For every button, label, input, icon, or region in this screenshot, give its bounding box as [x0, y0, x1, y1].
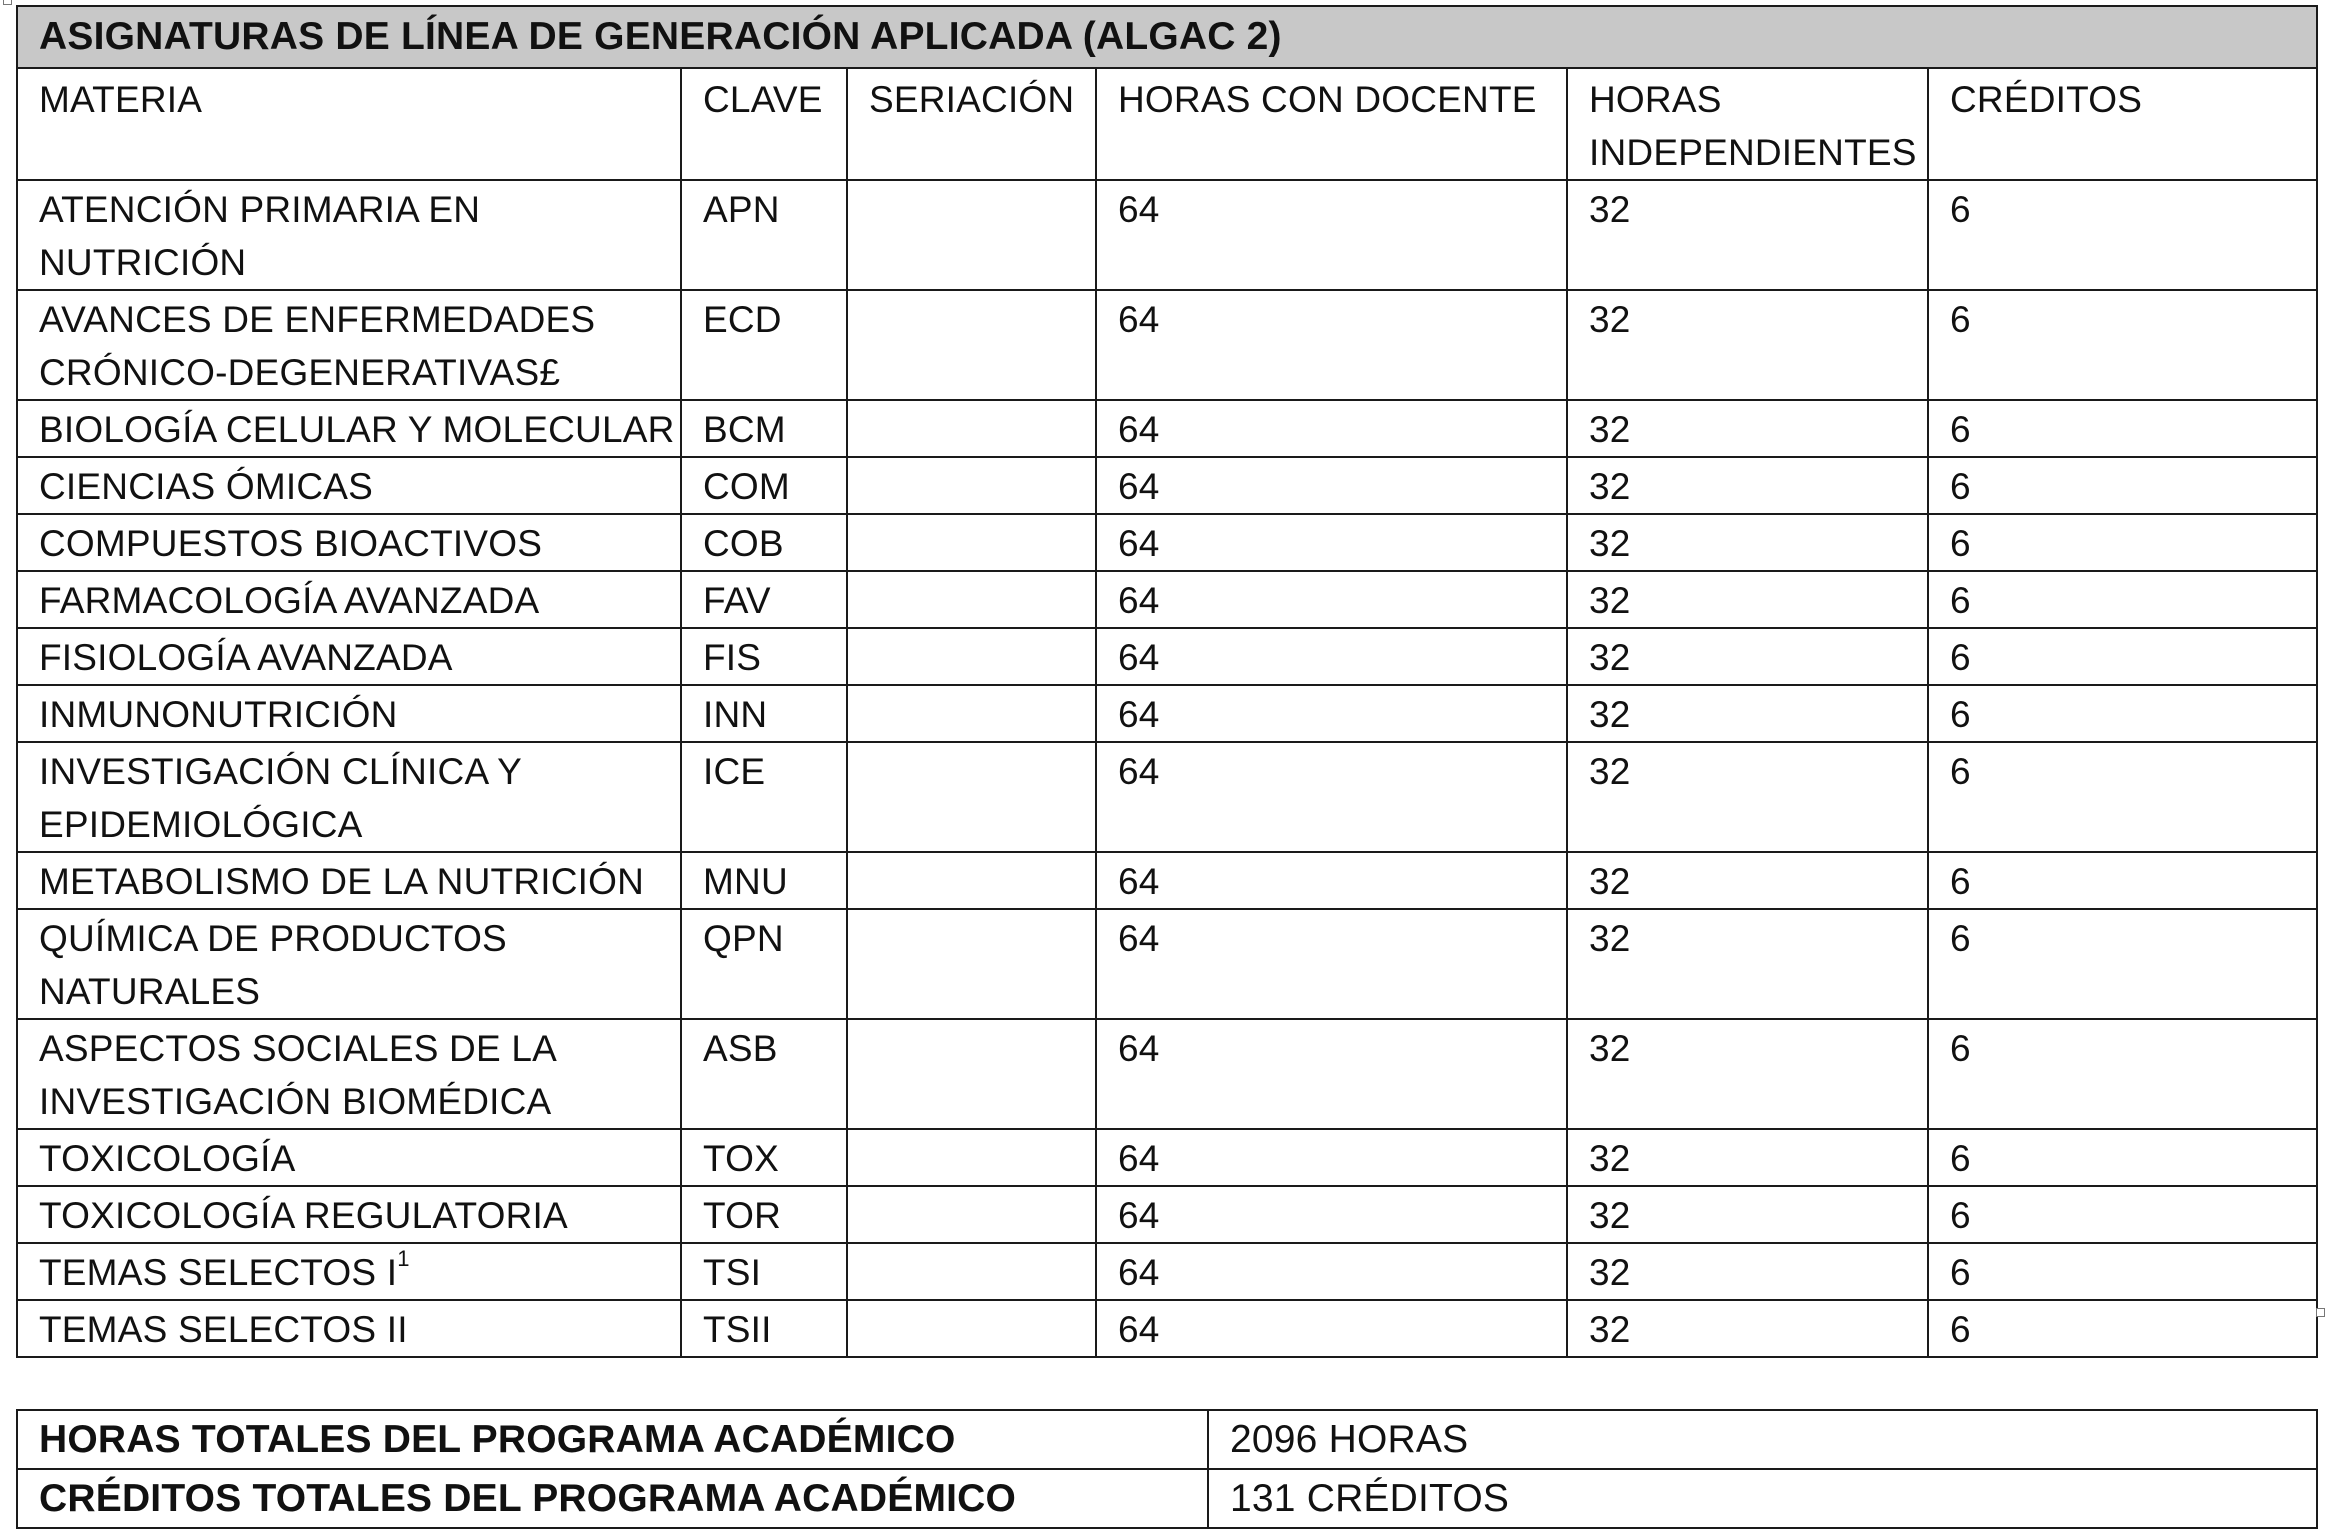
- table-row: [17, 457, 2317, 514]
- cell-creditos-text: 6: [1950, 409, 1971, 450]
- cell-seriacion: [847, 852, 1096, 909]
- cell-horas-docente-text: 64: [1118, 299, 1160, 340]
- cell-seriacion: [847, 628, 1096, 685]
- cell-materia-text: QUÍMICA DE PRODUCTOS NATURALES: [39, 918, 507, 1012]
- cell-seriacion: [847, 1186, 1096, 1243]
- cell-clave-text: FAV: [703, 580, 771, 621]
- cell-materia: [17, 457, 681, 514]
- cell-seriacion: [847, 909, 1096, 1019]
- cell-creditos-text: 6: [1950, 918, 1971, 959]
- cell-materia-text: TEMAS SELECTOS I: [39, 1252, 398, 1293]
- header-clave: CLAVE: [681, 68, 847, 180]
- total-label: HORAS TOTALES DEL PROGRAMA ACADÉMICO: [17, 1410, 1208, 1469]
- cell-creditos-text: 6: [1950, 189, 1971, 230]
- cell-materia-text: ATENCIÓN PRIMARIA EN NUTRICIÓN: [39, 189, 481, 283]
- header-row: [17, 68, 2317, 180]
- cell-horas-docente-text: 64: [1118, 637, 1160, 678]
- cell-creditos: [1928, 180, 2317, 290]
- cell-clave: [681, 1129, 847, 1186]
- cell-seriacion: [847, 571, 1096, 628]
- cell-horas-independientes: [1567, 290, 1928, 400]
- cell-seriacion: [847, 400, 1096, 457]
- table-title: ASIGNATURAS DE LÍNEA DE GENERACIÓN APLICADA (ALGAC 2): [17, 6, 2317, 68]
- cell-horas-independientes: [1567, 742, 1928, 852]
- cell-creditos: [1928, 400, 2317, 457]
- cell-creditos: [1928, 742, 2317, 852]
- table-row: [17, 571, 2317, 628]
- cell-creditos: [1928, 571, 2317, 628]
- cell-horas-docente: [1096, 571, 1567, 628]
- cell-clave: [681, 180, 847, 290]
- cell-creditos-text: 6: [1950, 299, 1971, 340]
- cell-horas-docente-text: 64: [1118, 1252, 1160, 1293]
- cell-horas-docente-text: 64: [1118, 751, 1160, 792]
- cell-horas-independientes-text: 32: [1589, 1138, 1631, 1179]
- cell-horas-independientes-text: 32: [1589, 751, 1631, 792]
- cell-seriacion: [847, 290, 1096, 400]
- cell-clave-text: MNU: [703, 861, 788, 902]
- cell-creditos: [1928, 1186, 2317, 1243]
- totals-table: [16, 1409, 2318, 1529]
- cell-horas-independientes: [1567, 1243, 1928, 1300]
- cell-materia: [17, 1019, 681, 1129]
- cell-clave-text: ICE: [703, 751, 766, 792]
- cell-materia-text: INVESTIGACIÓN CLÍNICA Y EPIDEMIOLÓGICA: [39, 751, 522, 845]
- cell-materia-text: COMPUESTOS BIOACTIVOS: [39, 523, 543, 564]
- cell-creditos: [1928, 909, 2317, 1019]
- cell-seriacion: [847, 1243, 1096, 1300]
- cell-creditos-text: 6: [1950, 1028, 1971, 1069]
- table-row: [17, 628, 2317, 685]
- cell-materia-text: INMUNONUTRICIÓN: [39, 694, 398, 735]
- totals-row: [17, 1469, 2317, 1528]
- cell-horas-independientes-text: 32: [1589, 580, 1631, 621]
- cell-horas-docente: [1096, 852, 1567, 909]
- cell-seriacion: [847, 180, 1096, 290]
- total-value: 2096 HORAS: [1208, 1410, 2317, 1469]
- cell-creditos: [1928, 457, 2317, 514]
- cell-clave: [681, 685, 847, 742]
- cell-horas-independientes: [1567, 628, 1928, 685]
- cell-clave: [681, 909, 847, 1019]
- cell-horas-docente-text: 64: [1118, 1195, 1160, 1236]
- cell-clave: [681, 742, 847, 852]
- cell-materia: [17, 1186, 681, 1243]
- table-row: [17, 742, 2317, 852]
- header-seriacion: SERIACIÓN: [847, 68, 1096, 180]
- cell-clave-text: COB: [703, 523, 784, 564]
- cell-horas-independientes-text: 32: [1589, 861, 1631, 902]
- cell-creditos: [1928, 685, 2317, 742]
- cell-horas-independientes-text: 32: [1589, 409, 1631, 450]
- header-horas-docente: HORAS CON DOCENTE: [1096, 68, 1567, 180]
- cell-horas-independientes: [1567, 1129, 1928, 1186]
- cell-clave-text: COM: [703, 466, 790, 507]
- cell-clave: [681, 852, 847, 909]
- cell-clave-text: TSII: [703, 1309, 772, 1350]
- cell-materia: [17, 1129, 681, 1186]
- cell-horas-docente: [1096, 742, 1567, 852]
- cell-materia: [17, 742, 681, 852]
- cell-materia-text: TEMAS SELECTOS II: [39, 1309, 408, 1350]
- table-row: [17, 1019, 2317, 1129]
- table-resize-handle[interactable]: [2316, 1308, 2325, 1317]
- table-row: [17, 852, 2317, 909]
- cell-horas-docente: [1096, 1129, 1567, 1186]
- cell-materia: [17, 1243, 681, 1300]
- cell-creditos-text: 6: [1950, 861, 1971, 902]
- cell-horas-docente: [1096, 1186, 1567, 1243]
- cell-clave: [681, 628, 847, 685]
- cell-horas-docente-text: 64: [1118, 918, 1160, 959]
- footnote-marker: 1: [397, 1245, 410, 1271]
- total-label: CRÉDITOS TOTALES DEL PROGRAMA ACADÉMICO: [17, 1469, 1208, 1528]
- cell-seriacion: [847, 457, 1096, 514]
- cell-clave: [681, 1300, 847, 1357]
- cell-horas-independientes: [1567, 514, 1928, 571]
- cell-materia-text: TOXICOLOGÍA REGULATORIA: [39, 1195, 568, 1236]
- cell-creditos-text: 6: [1950, 523, 1971, 564]
- table-row: [17, 1186, 2317, 1243]
- cell-horas-independientes: [1567, 909, 1928, 1019]
- cell-creditos-text: 6: [1950, 637, 1971, 678]
- cell-clave: [681, 457, 847, 514]
- cell-creditos-text: 6: [1950, 466, 1971, 507]
- cell-clave-text: INN: [703, 694, 768, 735]
- cell-seriacion: [847, 1019, 1096, 1129]
- cell-horas-docente-text: 64: [1118, 694, 1160, 735]
- cell-horas-docente-text: 64: [1118, 1309, 1160, 1350]
- cell-horas-independientes-text: 32: [1589, 694, 1631, 735]
- cell-materia-text: FISIOLOGÍA AVANZADA: [39, 637, 453, 678]
- header-materia: MATERIA: [17, 68, 681, 180]
- cell-materia-text: TOXICOLOGÍA: [39, 1138, 296, 1179]
- cell-clave: [681, 1243, 847, 1300]
- cell-horas-independientes-text: 32: [1589, 1252, 1631, 1293]
- cell-materia: [17, 628, 681, 685]
- cell-seriacion: [847, 514, 1096, 571]
- cell-horas-independientes-text: 32: [1589, 1028, 1631, 1069]
- cell-creditos: [1928, 1243, 2317, 1300]
- cell-materia-text: METABOLISMO DE LA NUTRICIÓN: [39, 861, 645, 902]
- cell-materia: [17, 685, 681, 742]
- cell-horas-independientes-text: 32: [1589, 1309, 1631, 1350]
- cell-creditos-text: 6: [1950, 1138, 1971, 1179]
- cell-horas-docente-text: 64: [1118, 1138, 1160, 1179]
- cell-materia: [17, 400, 681, 457]
- table-row: [17, 1300, 2317, 1357]
- cell-creditos: [1928, 628, 2317, 685]
- cell-materia: [17, 1300, 681, 1357]
- cell-clave-text: TSI: [703, 1252, 762, 1293]
- cell-horas-docente: [1096, 1243, 1567, 1300]
- cell-clave-text: TOR: [703, 1195, 782, 1236]
- cell-horas-docente: [1096, 290, 1567, 400]
- table-move-handle[interactable]: [3, 0, 12, 5]
- cell-creditos-text: 6: [1950, 751, 1971, 792]
- cell-horas-independientes-text: 32: [1589, 918, 1631, 959]
- cell-creditos: [1928, 514, 2317, 571]
- cell-horas-independientes-text: 32: [1589, 637, 1631, 678]
- cell-materia: [17, 514, 681, 571]
- table-row: [17, 514, 2317, 571]
- cell-horas-independientes-text: 32: [1589, 189, 1631, 230]
- cell-clave-text: QPN: [703, 918, 784, 959]
- cell-creditos-text: 6: [1950, 1195, 1971, 1236]
- totals-row: [17, 1410, 2317, 1469]
- cell-materia-text: CIENCIAS ÓMICAS: [39, 466, 373, 507]
- cell-horas-docente-text: 64: [1118, 580, 1160, 621]
- table-row: [17, 1129, 2317, 1186]
- cell-seriacion: [847, 685, 1096, 742]
- cell-horas-docente-text: 64: [1118, 523, 1160, 564]
- cell-clave-text: TOX: [703, 1138, 779, 1179]
- cell-clave-text: ECD: [703, 299, 782, 340]
- cell-materia: [17, 180, 681, 290]
- cell-horas-docente: [1096, 685, 1567, 742]
- cell-materia-text: AVANCES DE ENFERMEDADES CRÓNICO-DEGENERATIVAS£: [39, 299, 596, 393]
- cell-materia: [17, 852, 681, 909]
- cell-clave: [681, 400, 847, 457]
- subjects-table: [16, 5, 2318, 1358]
- cell-horas-independientes: [1567, 180, 1928, 290]
- cell-horas-independientes: [1567, 457, 1928, 514]
- cell-creditos: [1928, 290, 2317, 400]
- cell-horas-independientes: [1567, 1300, 1928, 1357]
- cell-horas-independientes-text: 32: [1589, 523, 1631, 564]
- cell-materia: [17, 571, 681, 628]
- cell-horas-docente-text: 64: [1118, 409, 1160, 450]
- cell-seriacion: [847, 1129, 1096, 1186]
- cell-horas-docente: [1096, 628, 1567, 685]
- total-value: 131 CRÉDITOS: [1208, 1469, 2317, 1528]
- cell-materia-text: BIOLOGÍA CELULAR Y MOLECULAR: [39, 409, 675, 450]
- cell-horas-independientes: [1567, 400, 1928, 457]
- cell-clave: [681, 571, 847, 628]
- cell-horas-independientes-text: 32: [1589, 1195, 1631, 1236]
- cell-horas-docente: [1096, 400, 1567, 457]
- cell-horas-independientes-text: 32: [1589, 466, 1631, 507]
- cell-clave-text: APN: [703, 189, 780, 230]
- cell-creditos: [1928, 852, 2317, 909]
- cell-horas-independientes: [1567, 1186, 1928, 1243]
- table-row: [17, 400, 2317, 457]
- cell-clave: [681, 290, 847, 400]
- cell-creditos: [1928, 1129, 2317, 1186]
- cell-horas-independientes: [1567, 852, 1928, 909]
- table-title-row: [17, 6, 2317, 68]
- cell-horas-docente: [1096, 909, 1567, 1019]
- header-creditos: CRÉDITOS: [1928, 68, 2317, 180]
- cell-creditos: [1928, 1300, 2317, 1357]
- table-row: [17, 685, 2317, 742]
- table-row: [17, 909, 2317, 1019]
- cell-horas-docente: [1096, 457, 1567, 514]
- cell-horas-docente-text: 64: [1118, 861, 1160, 902]
- cell-creditos-text: 6: [1950, 1252, 1971, 1293]
- cell-horas-docente: [1096, 180, 1567, 290]
- cell-clave: [681, 1019, 847, 1129]
- cell-horas-independientes: [1567, 685, 1928, 742]
- table-row: [17, 290, 2317, 400]
- cell-horas-docente-text: 64: [1118, 1028, 1160, 1069]
- cell-seriacion: [847, 742, 1096, 852]
- cell-seriacion: [847, 1300, 1096, 1357]
- table-row: [17, 180, 2317, 290]
- cell-clave-text: BCM: [703, 409, 786, 450]
- cell-horas-docente-text: 64: [1118, 189, 1160, 230]
- cell-creditos-text: 6: [1950, 580, 1971, 621]
- cell-materia: [17, 290, 681, 400]
- cell-horas-independientes: [1567, 571, 1928, 628]
- cell-clave-text: ASB: [703, 1028, 778, 1069]
- cell-creditos: [1928, 1019, 2317, 1129]
- cell-horas-docente-text: 64: [1118, 466, 1160, 507]
- table-row: [17, 1243, 2317, 1300]
- cell-clave: [681, 514, 847, 571]
- header-horas-independientes: HORAS INDEPENDIENTES: [1567, 68, 1928, 180]
- cell-horas-docente: [1096, 1019, 1567, 1129]
- cell-creditos-text: 6: [1950, 1309, 1971, 1350]
- cell-clave: [681, 1186, 847, 1243]
- cell-horas-independientes-text: 32: [1589, 299, 1631, 340]
- cell-horas-docente: [1096, 514, 1567, 571]
- cell-clave-text: FIS: [703, 637, 762, 678]
- cell-horas-docente: [1096, 1300, 1567, 1357]
- cell-creditos-text: 6: [1950, 694, 1971, 735]
- cell-materia-text: ASPECTOS SOCIALES DE LA INVESTIGACIÓN BIOMÉDICA: [39, 1028, 555, 1122]
- cell-materia-text: FARMACOLOGÍA AVANZADA: [39, 580, 540, 621]
- cell-horas-independientes: [1567, 1019, 1928, 1129]
- cell-materia: [17, 909, 681, 1019]
